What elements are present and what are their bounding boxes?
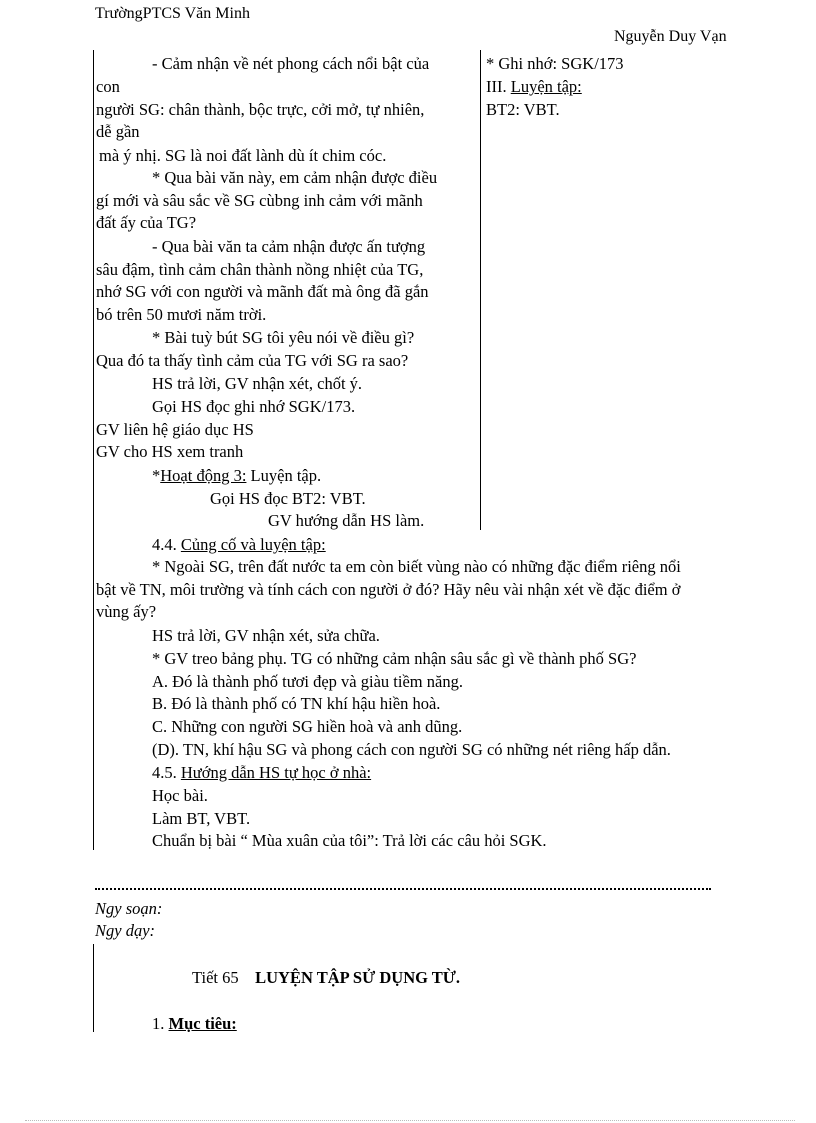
text-line: GV cho HS xem tranh: [96, 442, 244, 461]
activity-3-title: Luyện tập.: [246, 466, 322, 485]
objective-line: [152, 1013, 237, 1035]
question-line: vùng ấy?: [96, 602, 157, 621]
text-line: GV liên hệ giáo dục HS: [96, 420, 254, 439]
text-line: người SG: chân thành, bộc trực, cởi mở, tự nhiên,: [96, 100, 425, 119]
text-line: HS trả lời, GV nhận xét, chốt ý.: [152, 374, 363, 393]
board-question: * GV treo bảng phụ. TG có những cảm nhận sâu sắc gì về thành phố SG?: [152, 649, 637, 668]
text-line: Qua đó ta thấy tình cảm của TG với SG ra sao?: [96, 351, 409, 370]
text-line: đất ấy của TG?: [96, 213, 197, 232]
text-line: * Qua bài văn này, em cảm nhận được điều: [152, 168, 438, 187]
asterisk: *: [152, 466, 161, 485]
question-line: bật về TN, môi trường và tính cách con người ở đó? Hãy nêu vài nhận xét về đặc điểm ở: [96, 580, 681, 599]
ngay-day-label: Ngy dạy:: [95, 921, 156, 940]
question-line: * Ngoài SG, trên đất nước ta em còn biết vùng nào có những đặc điểm riêng nổi: [152, 557, 681, 576]
text-line: mà ý nhị. SG là noi đất lành dù ít chim cóc.: [99, 146, 387, 165]
ghi-nho-reference: * Ghi nhớ: SGK/173: [486, 54, 624, 73]
homework-heading: Hướng dẫn HS tự học ở nhà:: [180, 763, 372, 782]
exercise-reference: BT2: VBT.: [486, 100, 560, 119]
page-footer-line: [25, 1120, 795, 1121]
homework-item: Học bài.: [152, 786, 208, 805]
objective-heading: Mục tiêu:: [168, 1014, 237, 1033]
option-b: B. Đó là thành phố có TN khí hậu hiền hoà.: [152, 694, 441, 713]
section-number: 4.4.: [152, 535, 181, 554]
activity-3-line: [152, 465, 321, 487]
text-line: Gọi HS đọc BT2: VBT.: [210, 489, 366, 508]
homework-heading-line: [152, 762, 371, 784]
text-line: nhớ SG với con người và mãnh đất mà ông đã gắn: [96, 282, 429, 301]
text-line: con: [96, 77, 120, 96]
lesson-number: Tiết 65: [192, 968, 239, 987]
lesson-title-line: [192, 967, 460, 989]
table-column-divider: [480, 50, 481, 530]
text-line: GV hướng dẫn HS làm.: [268, 511, 425, 530]
section-title: Luyện tập:: [510, 77, 582, 96]
author-name: Nguyễn Duy Vạn: [614, 28, 727, 45]
activity-3-heading: Hoạt động 3:: [160, 466, 247, 485]
text-line: - Cảm nhận về nét phong cách nổi bật của: [152, 54, 430, 73]
next-lesson-border: [93, 944, 94, 1032]
table-left-border: [93, 50, 94, 850]
lesson-title: LUYỆN TẬP SỬ DỤNG TỪ.: [255, 968, 461, 987]
consolidation-heading-line: [152, 534, 326, 556]
text-line: sâu đậm, tình cảm chân thành nồng nhiệt của TG,: [96, 260, 424, 279]
ngay-soan-label: Ngy soạn:: [95, 899, 163, 918]
section-number: 4.5.: [152, 763, 181, 782]
option-c: C. Những con người SG hiền hoà và anh dũng.: [152, 717, 463, 736]
section-heading-line: [486, 76, 582, 98]
text-line: bó trên 50 mươi năm trời.: [96, 305, 267, 324]
objective-number: 1.: [152, 1014, 169, 1033]
text-line: - Qua bài văn ta cảm nhận được ấn tượng: [152, 237, 426, 256]
text-line: dễ gần: [96, 122, 140, 141]
consolidation-heading: Củng cố và luyện tập:: [180, 535, 326, 554]
school-name: TrườngPTCS Văn Minh: [95, 5, 250, 22]
option-d: (D). TN, khí hậu SG và phong cách con người SG có những nét riêng hấp dẫn.: [152, 740, 671, 759]
text-line: * Bài tuỳ bút SG tôi yêu nói về điều gì?: [152, 328, 415, 347]
text-line: Gọi HS đọc ghi nhớ SGK/173.: [152, 397, 356, 416]
response-line: HS trả lời, GV nhận xét, sửa chữa.: [152, 626, 380, 645]
section-number: III.: [486, 77, 511, 96]
option-a: A. Đó là thành phố tươi đẹp và giàu tiềm năng.: [152, 672, 463, 691]
homework-item: Chuẩn bị bài “ Mùa xuân của tôi”: Trả lời các câu hỏi SGK.: [152, 831, 547, 850]
homework-item: Làm BT, VBT.: [152, 809, 251, 828]
dotted-separator: [95, 888, 711, 890]
text-line: gí mới và sâu sắc về SG cùbng inh cảm với mãnh: [96, 191, 423, 210]
